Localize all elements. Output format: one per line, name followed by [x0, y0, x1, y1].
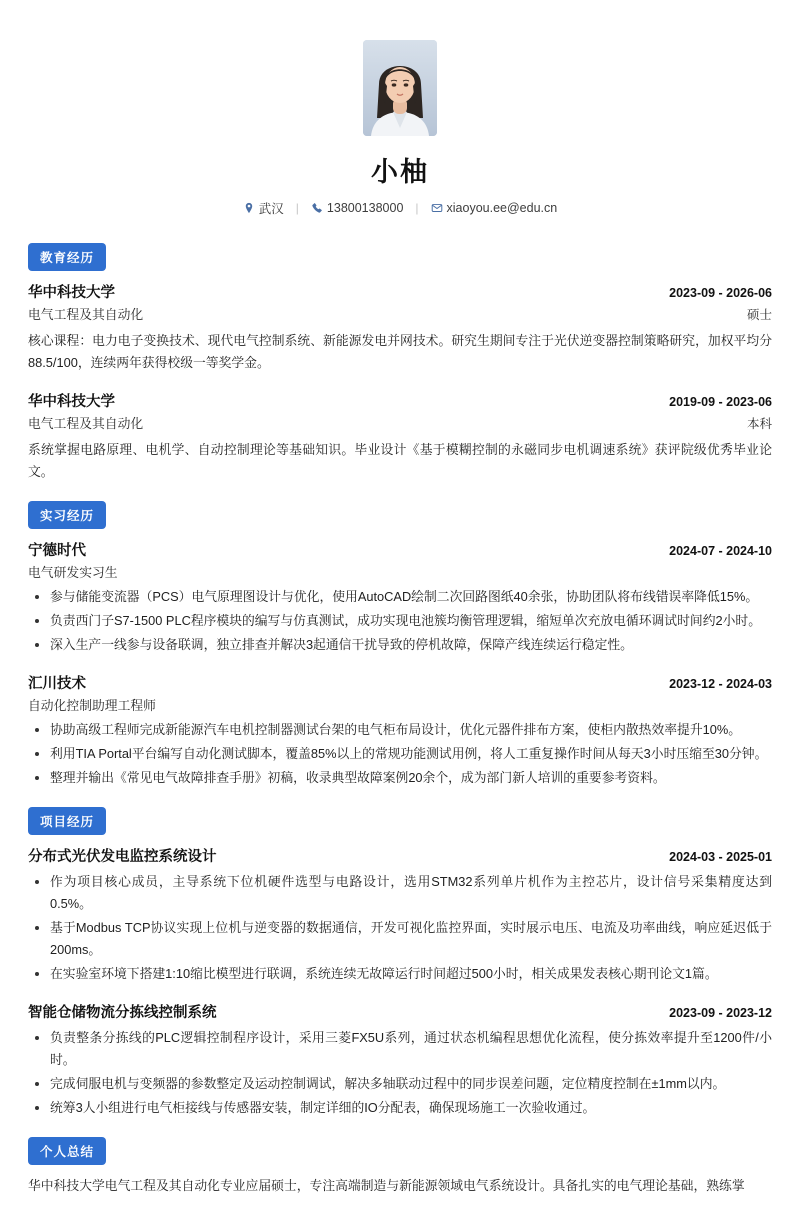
list-item: • 负责整条分拣线的PLC逻辑控制程序设计，采用三菱FX5U系列，通过状态机编程思想优化流程，使分拣效率提升至1200件/小时。: [50, 1027, 772, 1071]
project-bullet-list: [28, 871, 772, 985]
contact-phone: [299, 201, 415, 215]
section-education-title-wrap: [28, 243, 772, 271]
education-detail: 系统掌握电路原理、电机学、自动控制理论等基础知识。毕业设计《基于模糊控制的永磁同步电机调速系统》获评院级优秀毕业论文。: [28, 442, 772, 479]
list-item: • 整理并输出《常见电气故障排查手册》初稿，收录典型故障案例20余个，成为部门新人培训的重要参考资料。: [50, 767, 772, 789]
section-internship-title: 实习经历: [28, 501, 106, 529]
project-name: 分布式光伏发电监控系统设计: [28, 849, 217, 865]
list-item: • 统筹3人小组进行电气柜接线与传感器安装，制定详细的IO分配表，确保现场施工一次验收通过。: [50, 1097, 772, 1119]
internship-bullet-list: [28, 586, 772, 656]
summary-text: 华中科技大学电气工程及其自动化专业应届硕士，专注高端制造与新能源领域电气系统设计。具备扎实的电气理论基础，熟练掌: [28, 1178, 745, 1193]
list-item: • 深入生产一线参与设备联调，独立排查并解决3起通信干扰导致的停机故障，保障产线连续运行稳定性。: [50, 634, 772, 656]
resume-header: [28, 40, 772, 225]
contact-separator-2: |: [415, 201, 419, 215]
list-item: • 作为项目核心成员，主导系统下位机硬件选型与电路设计，选用STM32系列单片机作为主控芯片，设计信号采集精度达到0.5%。: [50, 871, 772, 915]
location-icon: [243, 202, 255, 214]
project-entry: [28, 845, 772, 985]
education-school: 华中科技大学: [28, 394, 115, 410]
list-item: • 在实验室环境下搭建1:10缩比模型进行联调，系统连续无故障运行时间超过500小时，相关成果发表核心期刊论文1篇。: [50, 963, 772, 985]
contact-bar: [28, 199, 772, 217]
education-degree: 本科: [746, 417, 772, 431]
education-entry: [28, 281, 772, 374]
internship-role: 自动化控制助理工程师: [28, 698, 156, 713]
internship-entry: [28, 539, 772, 656]
education-major: 电气工程及其自动化: [28, 307, 144, 322]
section-projects: [28, 807, 772, 1119]
internship-bullet-list: [28, 719, 772, 789]
project-date: 2023-09 - 2023-12: [669, 1006, 772, 1020]
project-date: 2024-03 - 2025-01: [669, 850, 772, 864]
phone-icon: [311, 202, 323, 214]
avatar: [363, 40, 437, 136]
mail-icon: [431, 202, 443, 214]
section-summary-title: 个人总结: [28, 1137, 106, 1165]
contact-email: [419, 201, 570, 215]
section-education: [28, 243, 772, 483]
education-detail: 核心课程：电力电子变换技术、现代电气控制系统、新能源发电并网技术。研究生期间专注于光伏逆变器控制策略研究，加权平均分88.5/100，连续两年获得校级一等奖学金。: [28, 333, 772, 370]
list-item: • 参与储能变流器（PCS）电气原理图设计与优化，使用AutoCAD绘制二次回路图纸40余张，协助团队将布线错误率降低15%。: [50, 586, 772, 608]
section-projects-title-wrap: [28, 807, 772, 835]
page-title: 小柚: [371, 157, 429, 187]
internship-company: 宁德时代: [28, 543, 86, 559]
education-date: 2023-09 - 2026-06: [669, 286, 772, 300]
section-summary: [28, 1137, 772, 1197]
section-summary-title-wrap: [28, 1137, 772, 1165]
contact-phone-text: 13800138000: [326, 201, 404, 215]
internship-date: 2024-07 - 2024-10: [669, 544, 772, 558]
contact-separator-1: |: [295, 201, 299, 215]
contact-location-text: 武汉: [258, 202, 284, 216]
list-item: • 负责西门子S7-1500 PLC程序模块的编写与仿真测试，成功实现电池簇均衡管理逻辑，缩短单次充放电循环调试时间约2小时。: [50, 610, 772, 632]
internship-date: 2023-12 - 2024-03: [669, 677, 772, 691]
project-name: 智能仓储物流分拣线控制系统: [28, 1005, 217, 1021]
project-entry: [28, 1001, 772, 1119]
section-internship-title-wrap: [28, 501, 772, 529]
list-item: • 协助高级工程师完成新能源汽车电机控制器测试台架的电气柜布局设计，优化元器件排布方案，使柜内散热效率提升10%。: [50, 719, 772, 741]
education-date: 2019-09 - 2023-06: [669, 395, 772, 409]
internship-role: 电气研发实习生: [28, 565, 118, 580]
section-projects-title: 项目经历: [28, 807, 106, 835]
education-school: 华中科技大学: [28, 285, 115, 301]
list-item: • 基于Modbus TCP协议实现上位机与逆变器的数据通信，开发可视化监控界面，实时展示电压、电流及功率曲线，响应延迟低于200ms。: [50, 917, 772, 961]
internship-company: 汇川技术: [28, 676, 86, 692]
list-item: • 完成伺服电机与变频器的参数整定及运动控制调试，解决多轴联动过程中的同步误差问题，定位精度控制在±1mm以内。: [50, 1073, 772, 1095]
section-education-title: 教育经历: [28, 243, 106, 271]
project-bullet-list: [28, 1027, 772, 1119]
list-item: • 利用TIA Portal平台编写自动化测试脚本，覆盖85%以上的常规功能测试用例，将人工重复操作时间从每天3小时压缩至30分钟。: [50, 743, 772, 765]
education-degree: 硕士: [746, 308, 772, 322]
contact-location: [231, 199, 296, 217]
education-major: 电气工程及其自动化: [28, 416, 144, 431]
education-entry: [28, 390, 772, 483]
contact-email-text: xiaoyou.ee@edu.cn: [446, 201, 558, 215]
section-internship: [28, 501, 772, 789]
internship-entry: [28, 672, 772, 789]
